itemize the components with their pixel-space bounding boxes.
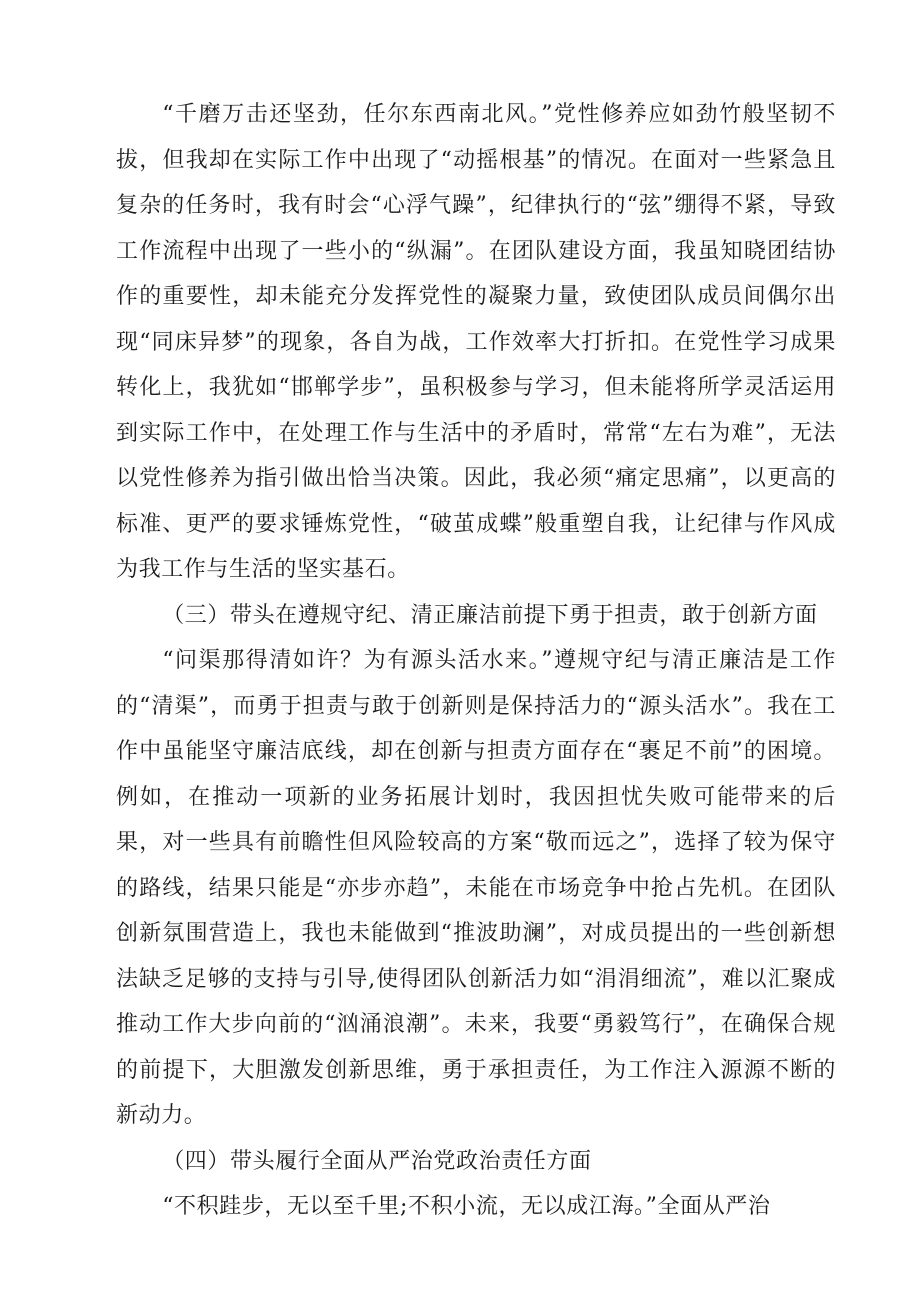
section-heading-three: （三）带头在遵规守纪、清正廉洁前提下勇于担责，敢于创新方面 xyxy=(162,602,818,628)
paragraph-governance: “不积跬步，无以至千里;不积小流，无以成江海。”全面从严治 xyxy=(162,1194,771,1219)
section-heading-four: （四）带头履行全面从严治党政治责任方面 xyxy=(162,1148,592,1174)
paragraph-innovation: “问渠那得清如许？为有源头活水来。”遵规守纪与清正廉洁是工作的“清渠”，而勇于担责与敢于创新则是保持活力的“源头活水”。我在工作中虽能坚守廉洁底线，却在创新与担责方面存在“裹足不前”的困境。例如，在推动一项新的业务拓展计划时，我因担忧失败可能带来的后果，对一些具有前瞻性但风险较高的方案“敬而远之”，选择了较为保守的路线，结果只能是“亦步亦趋”，未能在市场竞争中抢占先机。在团队创新氛围营造上，我也未能做到“推波助澜”，对成员提出的一些创新想法缺乏足够的支持与引导,使得团队创新活力如“涓涓细流”，难以汇聚成推动工作大步向前的“汹涌浪潮”。未来，我要“勇毅笃行”，在确保合规的前提下，大胆激发创新思维，勇于承担责任，为工作注入源源不断的新动力。 xyxy=(116,648,836,1128)
document-body xyxy=(116,92,836,1230)
paragraph-party-spirit: “千磨万击还坚劲，任尔东西南北风。”党性修养应如劲竹般坚韧不拔，但我却在实际工作中出现了“动摇根基”的情况。在面对一些紧急且复杂的任务时，我有时会“心浮气躁”，纪律执行的“弦”绷得不紧，导致工作流程中出现了一些小的“纵漏”。在团队建设方面，我虽知晓团结协作的重要性，却未能充分发挥党性的凝聚力量，致使团队成员间偶尔出现“同床异梦”的现象，各自为战，工作效率大打折扣。在党性学习成果转化上，我犹如“邯郸学步”，虽积极参与学习，但未能将所学灵活运用到实际工作中，在处理工作与生活中的矛盾时，常常“左右为难”，无法以党性修养为指引做出恰当决策。因此，我必须“痛定思痛”，以更高的标准、更严的要求锤炼党性，“破茧成蝶”般重塑自我，让纪律与作风成为我工作与生活的坚实基石。 xyxy=(116,102,836,582)
